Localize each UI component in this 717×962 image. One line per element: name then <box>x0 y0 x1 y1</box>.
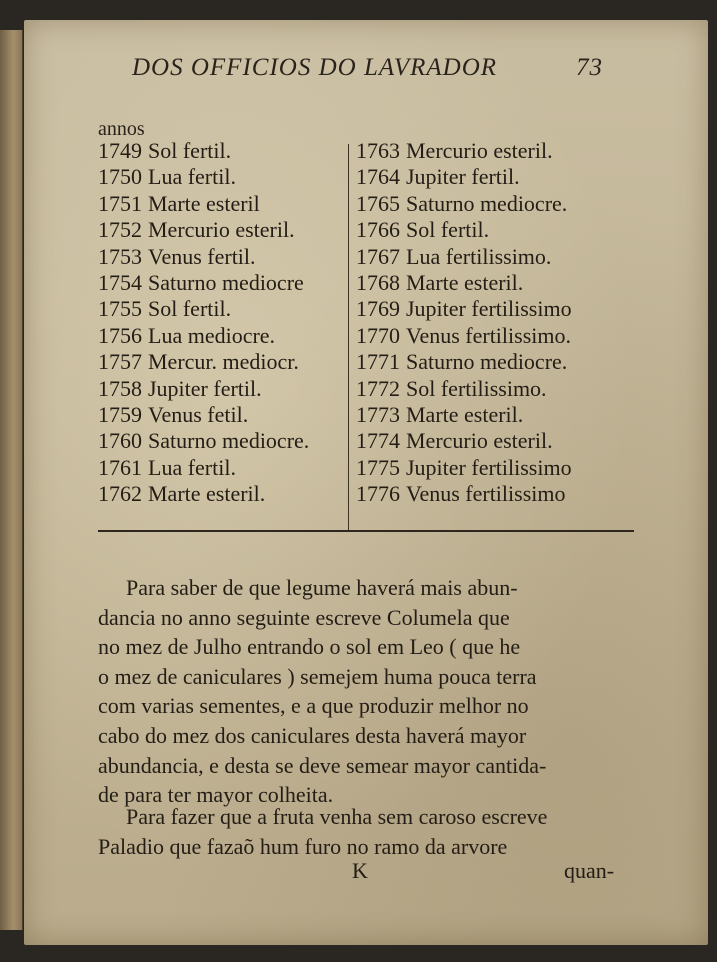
table-row <box>98 402 348 428</box>
table-row <box>356 402 626 428</box>
paragraph-legumes <box>98 573 638 810</box>
table-row <box>98 349 348 375</box>
planet-forecast-cell: Mercurio esteril. <box>406 428 553 454</box>
planet-forecast-cell: Marte esteril. <box>148 481 266 507</box>
page-number: 73 <box>576 54 603 81</box>
planet-forecast-cell: Jupiter fertil. <box>406 164 520 190</box>
table-row <box>98 296 348 322</box>
year-cell: 1757 <box>98 349 142 375</box>
year-cell: 1764 <box>356 164 400 190</box>
facing-page-edge <box>0 30 23 930</box>
planet-forecast-cell: Lua fertilissimo. <box>406 243 552 269</box>
planet-forecast-cell: Sol fertil. <box>148 296 232 322</box>
year-cell: 1754 <box>98 269 142 295</box>
table-row <box>98 481 348 507</box>
year-cell: 1768 <box>356 269 400 295</box>
planet-forecast-cell: Venus fetil. <box>148 401 249 427</box>
text-line: abundancia, e desta se deve semear mayor cantida- <box>98 752 547 778</box>
year-cell: 1758 <box>98 375 142 401</box>
table-left-column <box>98 138 348 507</box>
table-row <box>356 164 626 190</box>
year-cell: 1756 <box>98 322 142 348</box>
planet-forecast-cell: Saturno mediocre. <box>406 349 568 375</box>
text-line: com varias sementes, e a que produzir melhor no <box>98 693 529 719</box>
table-note: annos <box>98 118 145 140</box>
planet-forecast-cell: Lua fertil. <box>148 164 236 190</box>
text-line: cabo do mez dos caniculares desta haverá mayor <box>98 722 527 748</box>
text-line: no mez de Julho entrando o sol em Leo ( que he <box>98 634 521 660</box>
year-cell: 1753 <box>98 243 142 269</box>
table-row <box>98 270 348 296</box>
table-row <box>98 217 348 243</box>
planet-forecast-cell: Mercurio esteril. <box>148 217 295 243</box>
planet-forecast-cell: Sol fertil. <box>148 138 232 163</box>
table-row <box>356 455 626 481</box>
planet-forecast-cell: Sol fertil. <box>406 217 490 243</box>
year-cell: 1774 <box>356 428 400 454</box>
column-divider <box>348 144 349 532</box>
year-cell: 1766 <box>356 217 400 243</box>
text-line: de para ter mayor colheita. <box>98 782 334 808</box>
year-cell: 1762 <box>98 481 142 507</box>
planet-forecast-cell: Marte esteril <box>148 190 260 216</box>
year-cell: 1770 <box>356 322 400 348</box>
year-cell: 1765 <box>356 190 400 216</box>
planet-forecast-cell: Saturno mediocre <box>148 269 304 295</box>
table-row <box>356 349 626 375</box>
table-row <box>356 428 626 454</box>
table-right-column <box>356 138 626 507</box>
planet-forecast-cell: Lua mediocre. <box>148 322 276 348</box>
table-row <box>356 138 626 164</box>
table-row <box>98 428 348 454</box>
planet-forecast-cell: Marte esteril. <box>406 269 524 295</box>
planet-forecast-cell: Saturno mediocre. <box>406 190 568 216</box>
table-row <box>356 296 626 322</box>
text-line: Paladio que fazaõ hum furo no ramo da arvore <box>98 833 508 859</box>
year-cell: 1771 <box>356 349 400 375</box>
table-row <box>98 138 348 164</box>
planet-forecast-cell: Venus fertilissimo. <box>406 322 571 348</box>
year-cell: 1761 <box>98 454 142 480</box>
planet-forecast-cell: Jupiter fertil. <box>148 375 262 401</box>
year-cell: 1749 <box>98 138 142 163</box>
year-cell: 1760 <box>98 428 142 454</box>
planet-forecast-cell: Lua fertil. <box>148 454 236 480</box>
planet-forecast-cell: Venus fertil. <box>148 243 256 269</box>
planet-forecast-cell: Jupiter fertilissimo <box>406 296 572 322</box>
planet-forecast-cell: Saturno mediocre. <box>148 428 310 454</box>
planet-forecast-cell: Mercurio esteril. <box>406 138 553 163</box>
catchword: quan- <box>564 858 615 883</box>
text-line: o mez de caniculares ) semejem huma pouca terra <box>98 663 537 689</box>
table-row <box>98 376 348 402</box>
year-cell: 1755 <box>98 296 142 322</box>
planet-forecast-cell: Jupiter fertilissimo <box>406 454 572 480</box>
year-cell: 1775 <box>356 454 400 480</box>
text-line: Para fazer que a fruta venha sem caroso escreve <box>126 804 548 829</box>
page-title: DOS OFFICIOS DO LAVRADOR <box>132 54 498 81</box>
table-row <box>98 191 348 217</box>
year-cell: 1750 <box>98 164 142 190</box>
signature-mark: K <box>352 858 368 883</box>
planet-forecast-cell: Sol fertilissimo. <box>406 375 547 401</box>
table-row <box>98 455 348 481</box>
text-line: dancia no anno seguinte escreve Columela que <box>98 604 510 630</box>
year-cell: 1773 <box>356 401 400 427</box>
year-cell: 1776 <box>356 481 400 507</box>
planet-forecast-cell: Marte esteril. <box>406 401 524 427</box>
table-row <box>356 191 626 217</box>
year-cell: 1752 <box>98 217 142 243</box>
table-row <box>356 481 626 507</box>
table-row <box>356 217 626 243</box>
year-cell: 1751 <box>98 190 142 216</box>
table-row <box>356 376 626 402</box>
table-row <box>98 244 348 270</box>
planet-forecast-cell: Venus fertilissimo <box>406 481 566 507</box>
planet-year-table <box>98 138 618 528</box>
table-row <box>356 323 626 349</box>
year-cell: 1767 <box>356 243 400 269</box>
planet-forecast-cell: Mercur. mediocr. <box>148 349 299 375</box>
paragraph-fruit <box>98 802 638 861</box>
year-cell: 1759 <box>98 401 142 427</box>
table-row <box>356 244 626 270</box>
table-row <box>356 270 626 296</box>
table-row <box>98 323 348 349</box>
book-page <box>24 20 708 945</box>
text-line: Para saber de que legume haverá mais abun- <box>126 575 518 600</box>
year-cell: 1763 <box>356 138 400 163</box>
table-row <box>98 164 348 190</box>
horizontal-rule <box>98 530 634 532</box>
year-cell: 1772 <box>356 375 400 401</box>
year-cell: 1769 <box>356 296 400 322</box>
